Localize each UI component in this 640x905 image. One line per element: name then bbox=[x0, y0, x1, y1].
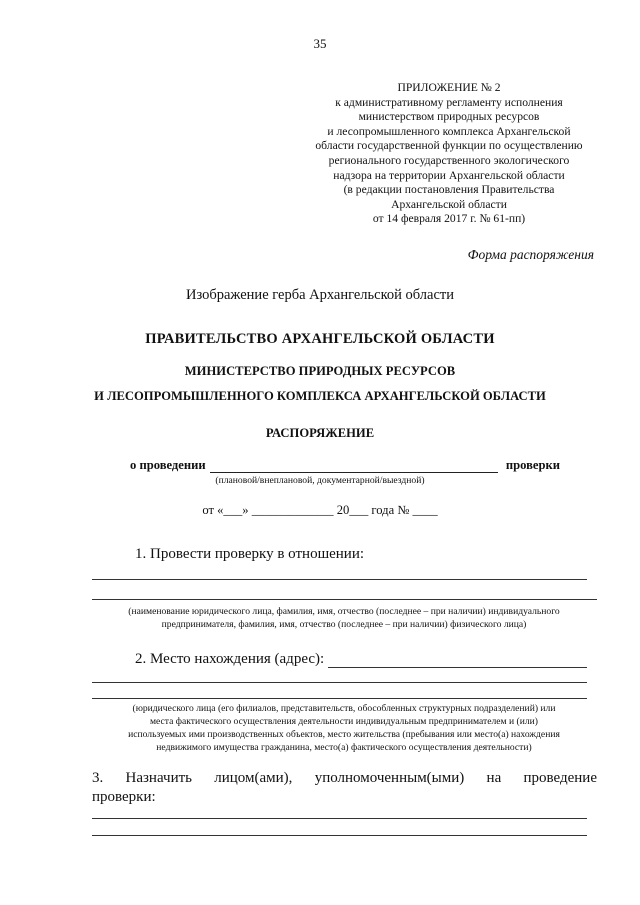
inspection-prefix: о проведении bbox=[130, 458, 206, 472]
item2-hint-line: (юридического лица (его филиалов, представительств, обособленных структурных подразделений) или bbox=[132, 703, 556, 714]
appendix-line: области государственной функции по осуществлению bbox=[315, 139, 583, 153]
order-heading: РАСПОРЯЖЕНИЕ bbox=[265, 426, 375, 440]
inspection-type-row bbox=[130, 458, 560, 476]
item1-fill-line-1[interactable] bbox=[92, 579, 587, 580]
item2-hint-line: места фактического осуществления деятельности индивидуальным предпринимателем и (или) bbox=[149, 716, 538, 727]
appendix-line: к административному регламенту исполнения bbox=[335, 95, 563, 109]
ministry-heading-line2: И ЛЕСОПРОМЫШЛЕННОГО КОМПЛЕКСА АРХАНГЕЛЬСКОЙ ОБЛАСТИ bbox=[94, 389, 546, 403]
item2-fill-line-1[interactable] bbox=[92, 682, 587, 683]
item1-hint-line: предпринимателя, фамилия, имя, отчество (последнее – при наличии) физического лица) bbox=[161, 619, 527, 630]
date-number-line[interactable]: от «___» _____________ 20___ года № ____ bbox=[202, 503, 438, 517]
inspection-type-field[interactable] bbox=[210, 472, 498, 473]
item1-fill-line-2[interactable] bbox=[92, 599, 597, 600]
item3-fill-line-1[interactable] bbox=[92, 818, 587, 819]
item3-label-line2: проверки: bbox=[92, 789, 156, 805]
item1-hint bbox=[92, 605, 596, 631]
appendix-line: ПРИЛОЖЕНИЕ № 2 bbox=[397, 81, 501, 94]
item2-hint-line: недвижимого имущества гражданина, место(а) фактического осуществления деятельности) bbox=[156, 742, 532, 753]
item2-hint-line: используемых ими производственных объектов, место жительства (пребывания или место(а) нахождения bbox=[128, 729, 560, 740]
inspection-suffix: проверки bbox=[505, 458, 560, 472]
inspection-type-hint: (плановой/внеплановой, документарной/выездной) bbox=[215, 475, 425, 486]
item2-address-field[interactable] bbox=[328, 667, 587, 668]
appendix-header bbox=[290, 81, 608, 227]
item2-hint bbox=[92, 702, 596, 754]
appendix-line: Архангельской области bbox=[391, 197, 507, 211]
appendix-line: регионального государственного экологического bbox=[328, 153, 570, 167]
item1-hint-line: (наименование юридического лица, фамилия, имя, отчество (последнее – при наличии) индивидуального bbox=[128, 606, 560, 617]
government-heading: ПРАВИТЕЛЬСТВО АРХАНГЕЛЬСКОЙ ОБЛАСТИ bbox=[145, 331, 495, 347]
item3-fill-line-2[interactable] bbox=[92, 835, 587, 836]
appendix-line: и лесопромышленного комплекса Архангельской bbox=[327, 124, 571, 138]
appendix-line: от 14 февраля 2017 г. № 61-пп) bbox=[372, 212, 526, 226]
appendix-line: надзора на территории Архангельской области bbox=[333, 168, 565, 182]
coat-of-arms-placeholder: Изображение герба Архангельской области bbox=[185, 287, 455, 303]
item1-label: 1. Провести проверку в отношении: bbox=[135, 546, 365, 562]
appendix-line: (в редакции постановления Правительства bbox=[343, 183, 555, 197]
item2-fill-line-2[interactable] bbox=[92, 698, 587, 699]
ministry-heading-line1: МИНИСТЕРСТВО ПРИРОДНЫХ РЕСУРСОВ bbox=[184, 364, 456, 378]
appendix-line: министерством природных ресурсов bbox=[358, 110, 540, 124]
item2-label: 2. Место нахождения (адрес): bbox=[135, 651, 325, 667]
form-label: Форма распоряжения bbox=[467, 247, 594, 262]
item3-label-line1: 3. Назначить лицом(ами), уполномоченным(ыми) на проведение bbox=[92, 770, 597, 786]
page-number: 35 bbox=[313, 36, 327, 51]
